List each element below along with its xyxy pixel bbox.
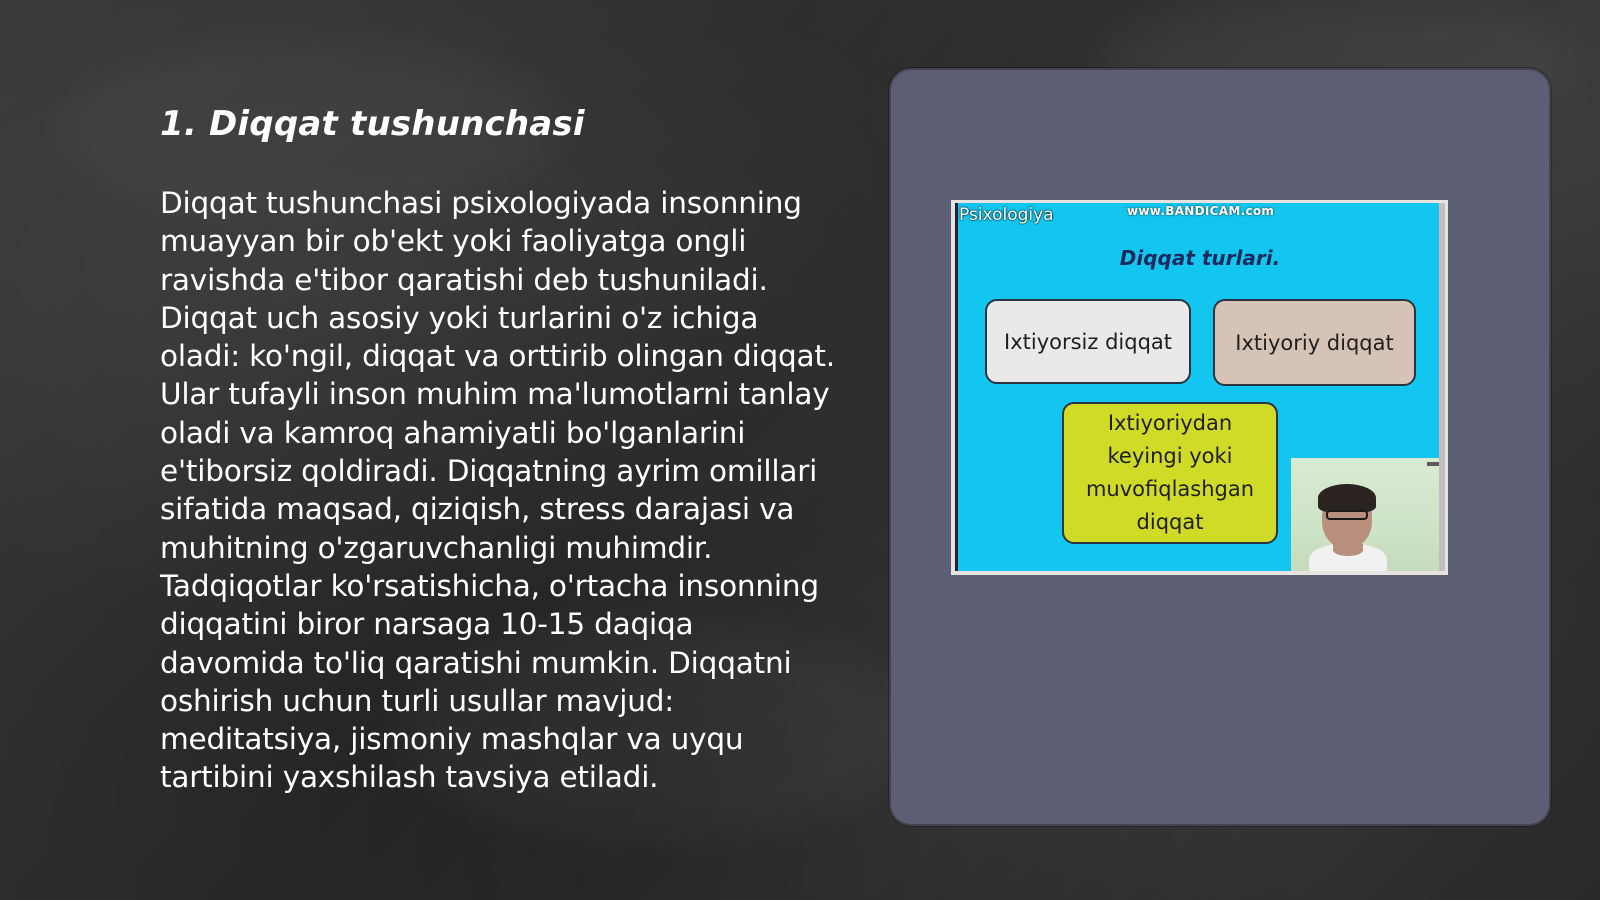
attention-type-involuntary bbox=[985, 299, 1191, 384]
webcam-marker bbox=[1427, 462, 1439, 466]
embedded-video[interactable] bbox=[951, 200, 1448, 575]
attention-type-voluntary bbox=[1213, 299, 1416, 386]
attention-type-post-voluntary bbox=[1062, 402, 1278, 544]
video-watermark: www.BANDICAM.com bbox=[1127, 204, 1275, 218]
attention-type-label: Ixtiyoriy diqqat bbox=[1235, 330, 1394, 355]
attention-type-label: Ixtiyoriydan keyingi yoki muvofiqlashgan diqqat bbox=[1085, 411, 1255, 534]
slide-body-text: Diqqat tushunchasi psixologiyada insonning muayyan bir ob'ekt yoki faoliyatga ongli ravishda e'tibor qaratishi deb tushuniladi. Diqqat uch asosiy yoki turlarini o'z ichiga oladi: ko'ngil, diqqat va orttirib olingan diqqat. Ular tufayli inson muhim ma'lumotlarni tanlay oladi va kamroq ahamiyatli bo'lganlarini e'tiborsiz qoldiradi. Diqqatning ayrim omillari sifatida maqsad, qiziqish, stress darajasi va muhitning o'zgaruvchanligi muhimdir. Tadqiqotlar ko'rsatishicha, o'rtacha insonning diqqatini biror narsaga 10-15 daqiqa davomida to'liq qaratishi mumkin. Diqqatni oshirish uchun turli usullar mavjud: meditatsiya, jismoniy mashqlar va uyqu tartibini yaxshilash tavsiya etiladi. bbox=[160, 186, 835, 795]
video-channel-label: Psixologiya bbox=[959, 205, 1054, 225]
attention-type-label: Ixtiyorsiz diqqat bbox=[1004, 329, 1172, 354]
presenter-hair bbox=[1318, 484, 1376, 512]
slide-title: 1. Diqqat tushunchasi bbox=[160, 104, 585, 144]
presenter-glasses bbox=[1326, 510, 1368, 520]
webcam-overlay bbox=[1291, 458, 1441, 571]
video-slide-heading: Diqqat turlari. bbox=[1119, 246, 1281, 270]
